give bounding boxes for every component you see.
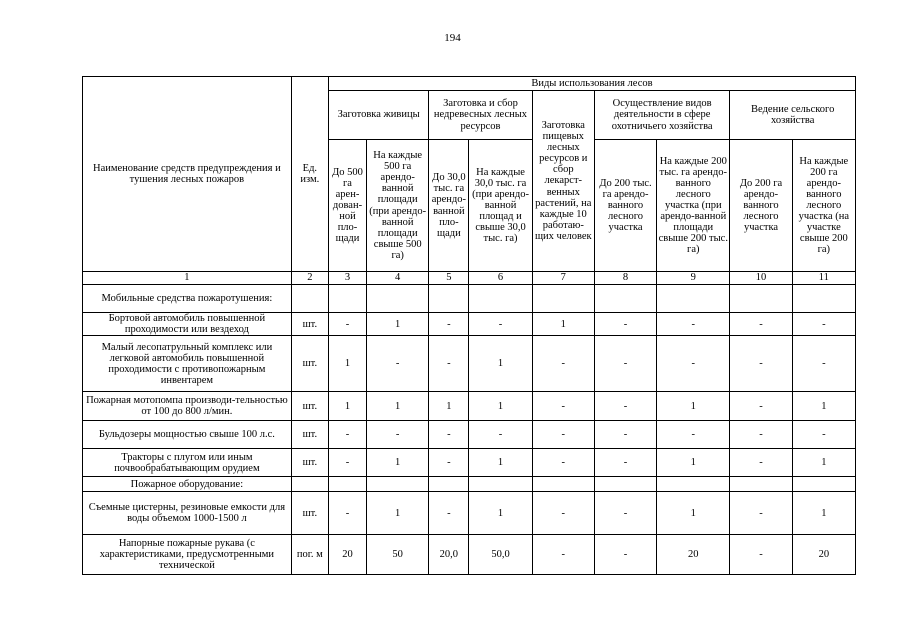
- column-numbers-row: [83, 272, 856, 285]
- row-value: 1: [328, 392, 366, 421]
- sub-col-4: На каждые 500 га арендо-ванной площади (при арендо-ванной площади свыше 500 га): [367, 140, 429, 272]
- group-food: Заготовка пищевых лесных ресурсов и сбор лекарст-венных растений, на каждые 10 работаю-щих человек: [532, 91, 594, 272]
- col-number: 2: [291, 272, 328, 285]
- row-name: Бортовой автомобиль повышенной проходимости или вездеход: [83, 313, 292, 336]
- row-value: [367, 285, 429, 313]
- row-value: -: [469, 313, 532, 336]
- row-value: 1: [367, 392, 429, 421]
- col-number: 4: [367, 272, 429, 285]
- row-value: [328, 285, 366, 313]
- col-number: 8: [594, 272, 656, 285]
- sub-col-8: До 200 тыс. га арендо-ванного лесного участка: [594, 140, 656, 272]
- row-value: 1: [469, 492, 532, 535]
- row-value: 20: [328, 535, 366, 575]
- row-value: -: [594, 535, 656, 575]
- row-value: 1: [657, 392, 730, 421]
- row-name: Тракторы с плугом или иным почвообрабатывающим орудием: [83, 449, 292, 477]
- row-value: -: [730, 421, 792, 449]
- row-value: 1: [328, 336, 366, 392]
- row-value: 1: [469, 336, 532, 392]
- row-value: 1: [367, 492, 429, 535]
- table-row: [83, 421, 856, 449]
- row-value: -: [792, 421, 855, 449]
- col-number: 1: [83, 272, 292, 285]
- row-value: -: [429, 421, 469, 449]
- row-value: -: [429, 313, 469, 336]
- row-value: 1: [792, 392, 855, 421]
- table-row: [83, 477, 856, 492]
- row-name: Малый лесопатрульный комплекс или легковой автомобиль повышенной проходимости с противопожарным инвентарем: [83, 336, 292, 392]
- row-value: 20,0: [429, 535, 469, 575]
- row-unit: шт.: [291, 313, 328, 336]
- table-row: [83, 535, 856, 575]
- row-value: -: [367, 336, 429, 392]
- table-row: [83, 392, 856, 421]
- row-value: [469, 477, 532, 492]
- row-value: [594, 285, 656, 313]
- row-value: -: [594, 336, 656, 392]
- row-value: [792, 285, 855, 313]
- page-number: 194: [444, 32, 461, 44]
- row-value: -: [328, 313, 366, 336]
- forest-fire-equipment-table: [82, 76, 856, 575]
- group-non-wood: Заготовка и сбор недревесных лесных ресурсов: [429, 91, 532, 140]
- row-value: -: [730, 313, 792, 336]
- table-body: [83, 285, 856, 575]
- row-value: 1: [532, 313, 594, 336]
- row-unit: шт.: [291, 392, 328, 421]
- table-row: [83, 336, 856, 392]
- row-value: -: [328, 449, 366, 477]
- row-value: 20: [792, 535, 855, 575]
- row-value: [730, 285, 792, 313]
- row-value: [532, 285, 594, 313]
- row-value: -: [594, 449, 656, 477]
- row-name: Мобильные средства пожаротушения:: [83, 285, 292, 313]
- row-value: [532, 477, 594, 492]
- row-value: 1: [657, 449, 730, 477]
- row-value: [657, 477, 730, 492]
- row-value: -: [429, 336, 469, 392]
- row-value: -: [657, 313, 730, 336]
- table-row: [83, 313, 856, 336]
- row-value: 50,0: [469, 535, 532, 575]
- row-value: [429, 477, 469, 492]
- sub-col-6: На каждые 30,0 тыс. га (при арендо-ванной площад и свыше 30,0 тыс. га): [469, 140, 532, 272]
- table-row: [83, 492, 856, 535]
- col-number: 10: [730, 272, 792, 285]
- row-value: -: [328, 492, 366, 535]
- row-value: [792, 477, 855, 492]
- row-value: 1: [367, 449, 429, 477]
- row-unit: шт.: [291, 336, 328, 392]
- row-value: -: [532, 449, 594, 477]
- table-row: [83, 449, 856, 477]
- header-name-col: Наименование средств предупреждения и тушения лесных пожаров: [83, 77, 292, 272]
- row-unit: шт.: [291, 492, 328, 535]
- row-value: -: [792, 336, 855, 392]
- header-group-title: Виды использования лесов: [328, 77, 855, 91]
- row-value: -: [469, 421, 532, 449]
- row-value: [657, 285, 730, 313]
- group-hunting: Осуществление видов деятельности в сфере охотничьего хозяйства: [594, 91, 730, 140]
- row-unit: пог. м: [291, 535, 328, 575]
- col-number: 3: [328, 272, 366, 285]
- row-value: -: [730, 449, 792, 477]
- row-value: [429, 285, 469, 313]
- sub-col-9: На каждые 200 тыс. га арендо-ванного лесного участка (при арендо-ванной площади свыше 200 тыс. га): [657, 140, 730, 272]
- row-name: Съемные цистерны, резиновые емкости для воды объемом 1000-1500 л: [83, 492, 292, 535]
- row-value: -: [792, 313, 855, 336]
- col-number: 5: [429, 272, 469, 285]
- row-value: -: [730, 535, 792, 575]
- row-value: -: [532, 336, 594, 392]
- group-resin: Заготовка живицы: [328, 91, 428, 140]
- row-name: Бульдозеры мощностью свыше 100 л.с.: [83, 421, 292, 449]
- row-value: 20: [657, 535, 730, 575]
- row-value: 1: [792, 492, 855, 535]
- col-number: 6: [469, 272, 532, 285]
- row-unit: [291, 285, 328, 313]
- row-value: -: [532, 535, 594, 575]
- row-value: [367, 477, 429, 492]
- row-value: -: [328, 421, 366, 449]
- row-value: 1: [792, 449, 855, 477]
- col-number: 7: [532, 272, 594, 285]
- row-value: -: [532, 392, 594, 421]
- row-value: [730, 477, 792, 492]
- row-value: [594, 477, 656, 492]
- row-value: 1: [429, 392, 469, 421]
- row-value: -: [657, 336, 730, 392]
- row-value: -: [532, 492, 594, 535]
- row-value: 1: [657, 492, 730, 535]
- row-name: Напорные пожарные рукава (с характеристиками, предусмотренными технической: [83, 535, 292, 575]
- row-value: -: [730, 392, 792, 421]
- row-name: Пожарная мотопомпа производи-тельностью от 100 до 800 л/мин.: [83, 392, 292, 421]
- row-unit: шт.: [291, 421, 328, 449]
- row-value: [328, 477, 366, 492]
- row-value: -: [594, 392, 656, 421]
- row-name: Пожарное оборудование:: [83, 477, 292, 492]
- row-value: -: [594, 492, 656, 535]
- row-value: -: [429, 492, 469, 535]
- row-value: -: [367, 421, 429, 449]
- row-value: 1: [469, 449, 532, 477]
- row-value: -: [532, 421, 594, 449]
- row-unit: шт.: [291, 449, 328, 477]
- header-unit-col: Ед. изм.: [291, 77, 328, 272]
- row-value: [469, 285, 532, 313]
- sub-col-11: На каждые 200 га арендо-ванного лесного участка (на участке свыше 200 га): [792, 140, 855, 272]
- row-value: -: [594, 421, 656, 449]
- row-value: -: [730, 492, 792, 535]
- sub-col-3: До 500 га арен-дован-ной пло-щади: [328, 140, 366, 272]
- row-value: -: [657, 421, 730, 449]
- row-value: -: [730, 336, 792, 392]
- sub-col-5: До 30,0 тыс. га арендо-ванной пло-щади: [429, 140, 469, 272]
- col-number: 11: [792, 272, 855, 285]
- sub-col-10: До 200 га арендо-ванного лесного участка: [730, 140, 792, 272]
- row-value: 50: [367, 535, 429, 575]
- row-value: 1: [367, 313, 429, 336]
- col-number: 9: [657, 272, 730, 285]
- group-agriculture: Ведение сельского хозяйства: [730, 91, 856, 140]
- row-value: -: [429, 449, 469, 477]
- row-unit: [291, 477, 328, 492]
- table-row: [83, 285, 856, 313]
- row-value: -: [594, 313, 656, 336]
- row-value: 1: [469, 392, 532, 421]
